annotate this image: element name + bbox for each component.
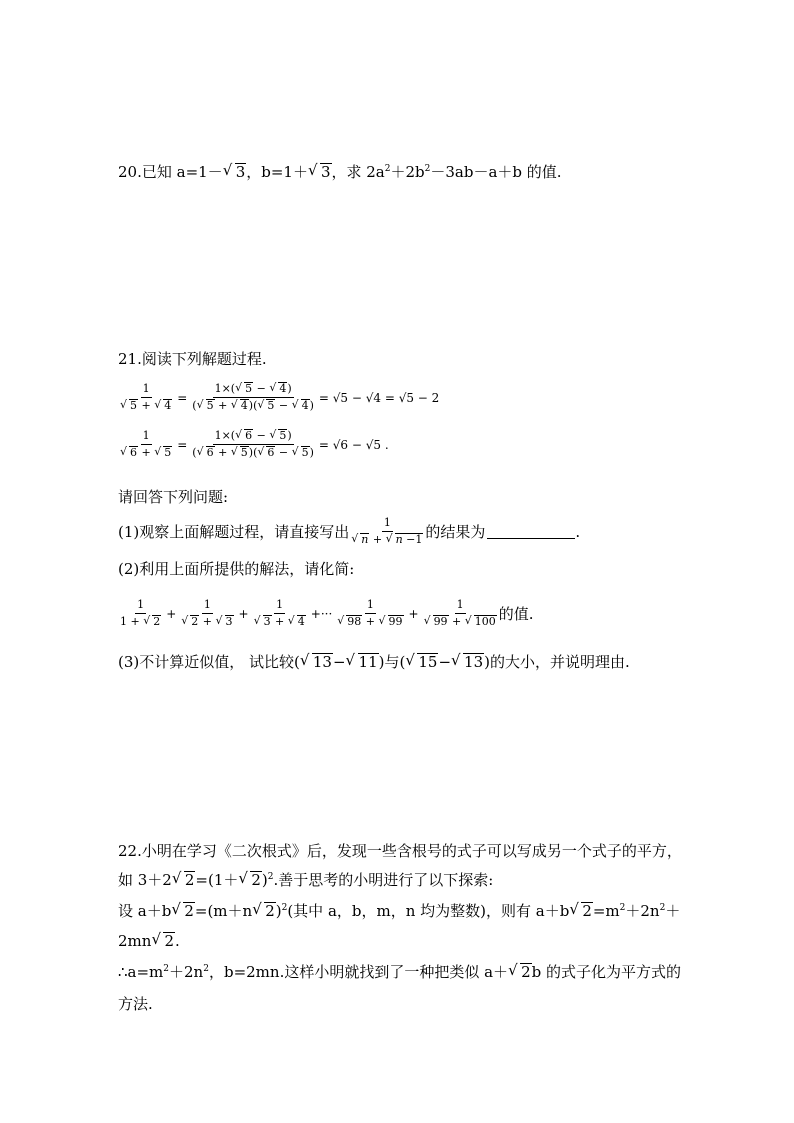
frac-ex2-left: 1 √ 6 + √ 5	[118, 429, 174, 460]
q22-l5-a: ∴a=m	[118, 963, 164, 981]
p3-text-mid: )与(	[378, 653, 406, 671]
q20-text-b: ，b=1＋	[246, 163, 308, 181]
q21-example-2: 1 √ 6 + √ 5 = $\frac{1\times(√ 6 - √ 5)}{(√ 6 + √ 5)(√ 6 - √ 5)}$ = √6 − √5 .	[118, 429, 392, 460]
q20-text-rest2: －3ab－a＋b 的值.	[430, 163, 562, 181]
ex1-result: = √5 − √4 = √5 − 2	[318, 390, 440, 405]
p1-text-after: 的结果为	[425, 523, 486, 541]
q22-line-5: $\therefore a=m^2+2n^2$，b=2mn.这样小明就找到了一种把类似 a＋√ 2b 的式子化为平方式的	[118, 961, 681, 983]
q20-text-ask: ，求 2a	[331, 163, 385, 181]
q22-line-1: 22.小明在学习《二次根式》后，发现一些含根号的式子可以写成另一个式子的平方，	[118, 842, 682, 860]
sqrt-3-a: √ 3	[224, 161, 247, 183]
q22-l3-f: ＋2n	[625, 902, 660, 920]
frac-ex1-left: 1 √ 5 + √ 4	[118, 382, 174, 413]
q21-part-2: (2)利用上面所提供的解法，请化简:	[118, 560, 355, 578]
q22-line-3: 设 a＋b√ 2=(m＋n√ 2)$^2$(其中 a，b，m，n 均为整数)，则有 a＋b√ $2=m^2+2n^2+$	[118, 900, 680, 922]
q22-l3-b: =(m＋n	[194, 902, 253, 920]
q22-line-6: 方法.	[118, 995, 153, 1013]
q22-line-4: 2mn√ 2.	[118, 930, 180, 952]
answer-blank[interactable]	[487, 524, 575, 539]
q22-l3-d: (其中 a，b，m，n 均为整数)，则有 a＋b	[287, 902, 570, 920]
p2-tail: 的值.	[498, 605, 534, 623]
q22-l3-c: )	[275, 902, 282, 920]
q20-text-a: 已知 a=1－	[141, 163, 223, 181]
q21-sum-expression: $\frac{1}{1 + √ 2}$ + 1 √ 2 + √ 3 + 1 √ 3 + √ 4 +··· 1 √ 98 + √ 99 + 1 √ 99 + √ 100 的值.	[118, 598, 534, 629]
q21-example-1: 1 √ 5 + √ 4 = $\frac{1\times(√ 5 - √ 4)}{(√ 5 + √ 4)(√ 5 - √ 4)}$ = √5 − √4 = √5 − 2	[118, 382, 442, 413]
q22-l5-b: ＋2n	[169, 963, 204, 981]
q22-l5-c: ，b=2mn.这样小明就找到了一种把类似 a＋	[208, 963, 509, 981]
q22-l2-c: )	[261, 871, 268, 889]
q20-text-rest1: ＋2b	[390, 163, 425, 181]
q22-l2-a: 如 3＋2	[118, 871, 172, 889]
q22-l2-d: .善于思考的小明进行了以下探索:	[273, 871, 494, 889]
q22-l4-b: .	[174, 932, 180, 950]
q22-line-2: 如 3＋2√ 2=(1＋√ 2)$^2$.善于思考的小明进行了以下探索:	[118, 869, 493, 891]
q22-l4-a: 2mn	[118, 932, 152, 950]
p1-end: .	[575, 522, 581, 541]
frac-p1: 1 √ n + √ n −1	[349, 516, 425, 547]
p3-text-after: )的大小，并说明理由.	[484, 653, 630, 671]
frac-ex1-mid: $\frac{1\times(√ 5 - √ 4)}{(√ 5 + √ 4)(√ 5 - √ 4)}$	[190, 382, 316, 413]
q21-part-3: (3)不计算近似值， 试比较(√ 13−√ 11)与(√ 15−√ 13)的大小，并说明理由.	[118, 651, 630, 673]
sqrt-3-b: √ 3	[309, 161, 332, 183]
q22-l3-a: 设 a＋b	[118, 902, 172, 920]
p3-text-before: (3)不计算近似值， 试比较(	[118, 653, 300, 671]
question-20: 20.已知 a=1－√ 3，b=1＋√ 3，求 $2a^2+2b^2-3ab-a+b$ 的值.	[118, 161, 562, 183]
q21-prompt: 请回答下列问题:	[118, 488, 229, 506]
q22-l3-e: =m	[592, 902, 620, 920]
q22-l5-d: b 的式子化为平方式的	[531, 963, 681, 981]
p1-text-before: (1)观察上面解题过程，请直接写出	[118, 523, 350, 541]
q21-title: 21.阅读下列解题过程.	[118, 350, 267, 368]
q22-l2-b: =(1＋	[195, 871, 239, 889]
q22-l3-g: ＋	[665, 902, 681, 920]
q21-part-1	[118, 516, 580, 547]
frac-ex2-mid: $\frac{1\times(√ 6 - √ 5)}{(√ 6 + √ 5)(√ 6 - √ 5)}$	[190, 429, 316, 460]
q20-number: 20.	[118, 163, 142, 181]
ex2-result: = √6 − √5 .	[318, 437, 389, 452]
